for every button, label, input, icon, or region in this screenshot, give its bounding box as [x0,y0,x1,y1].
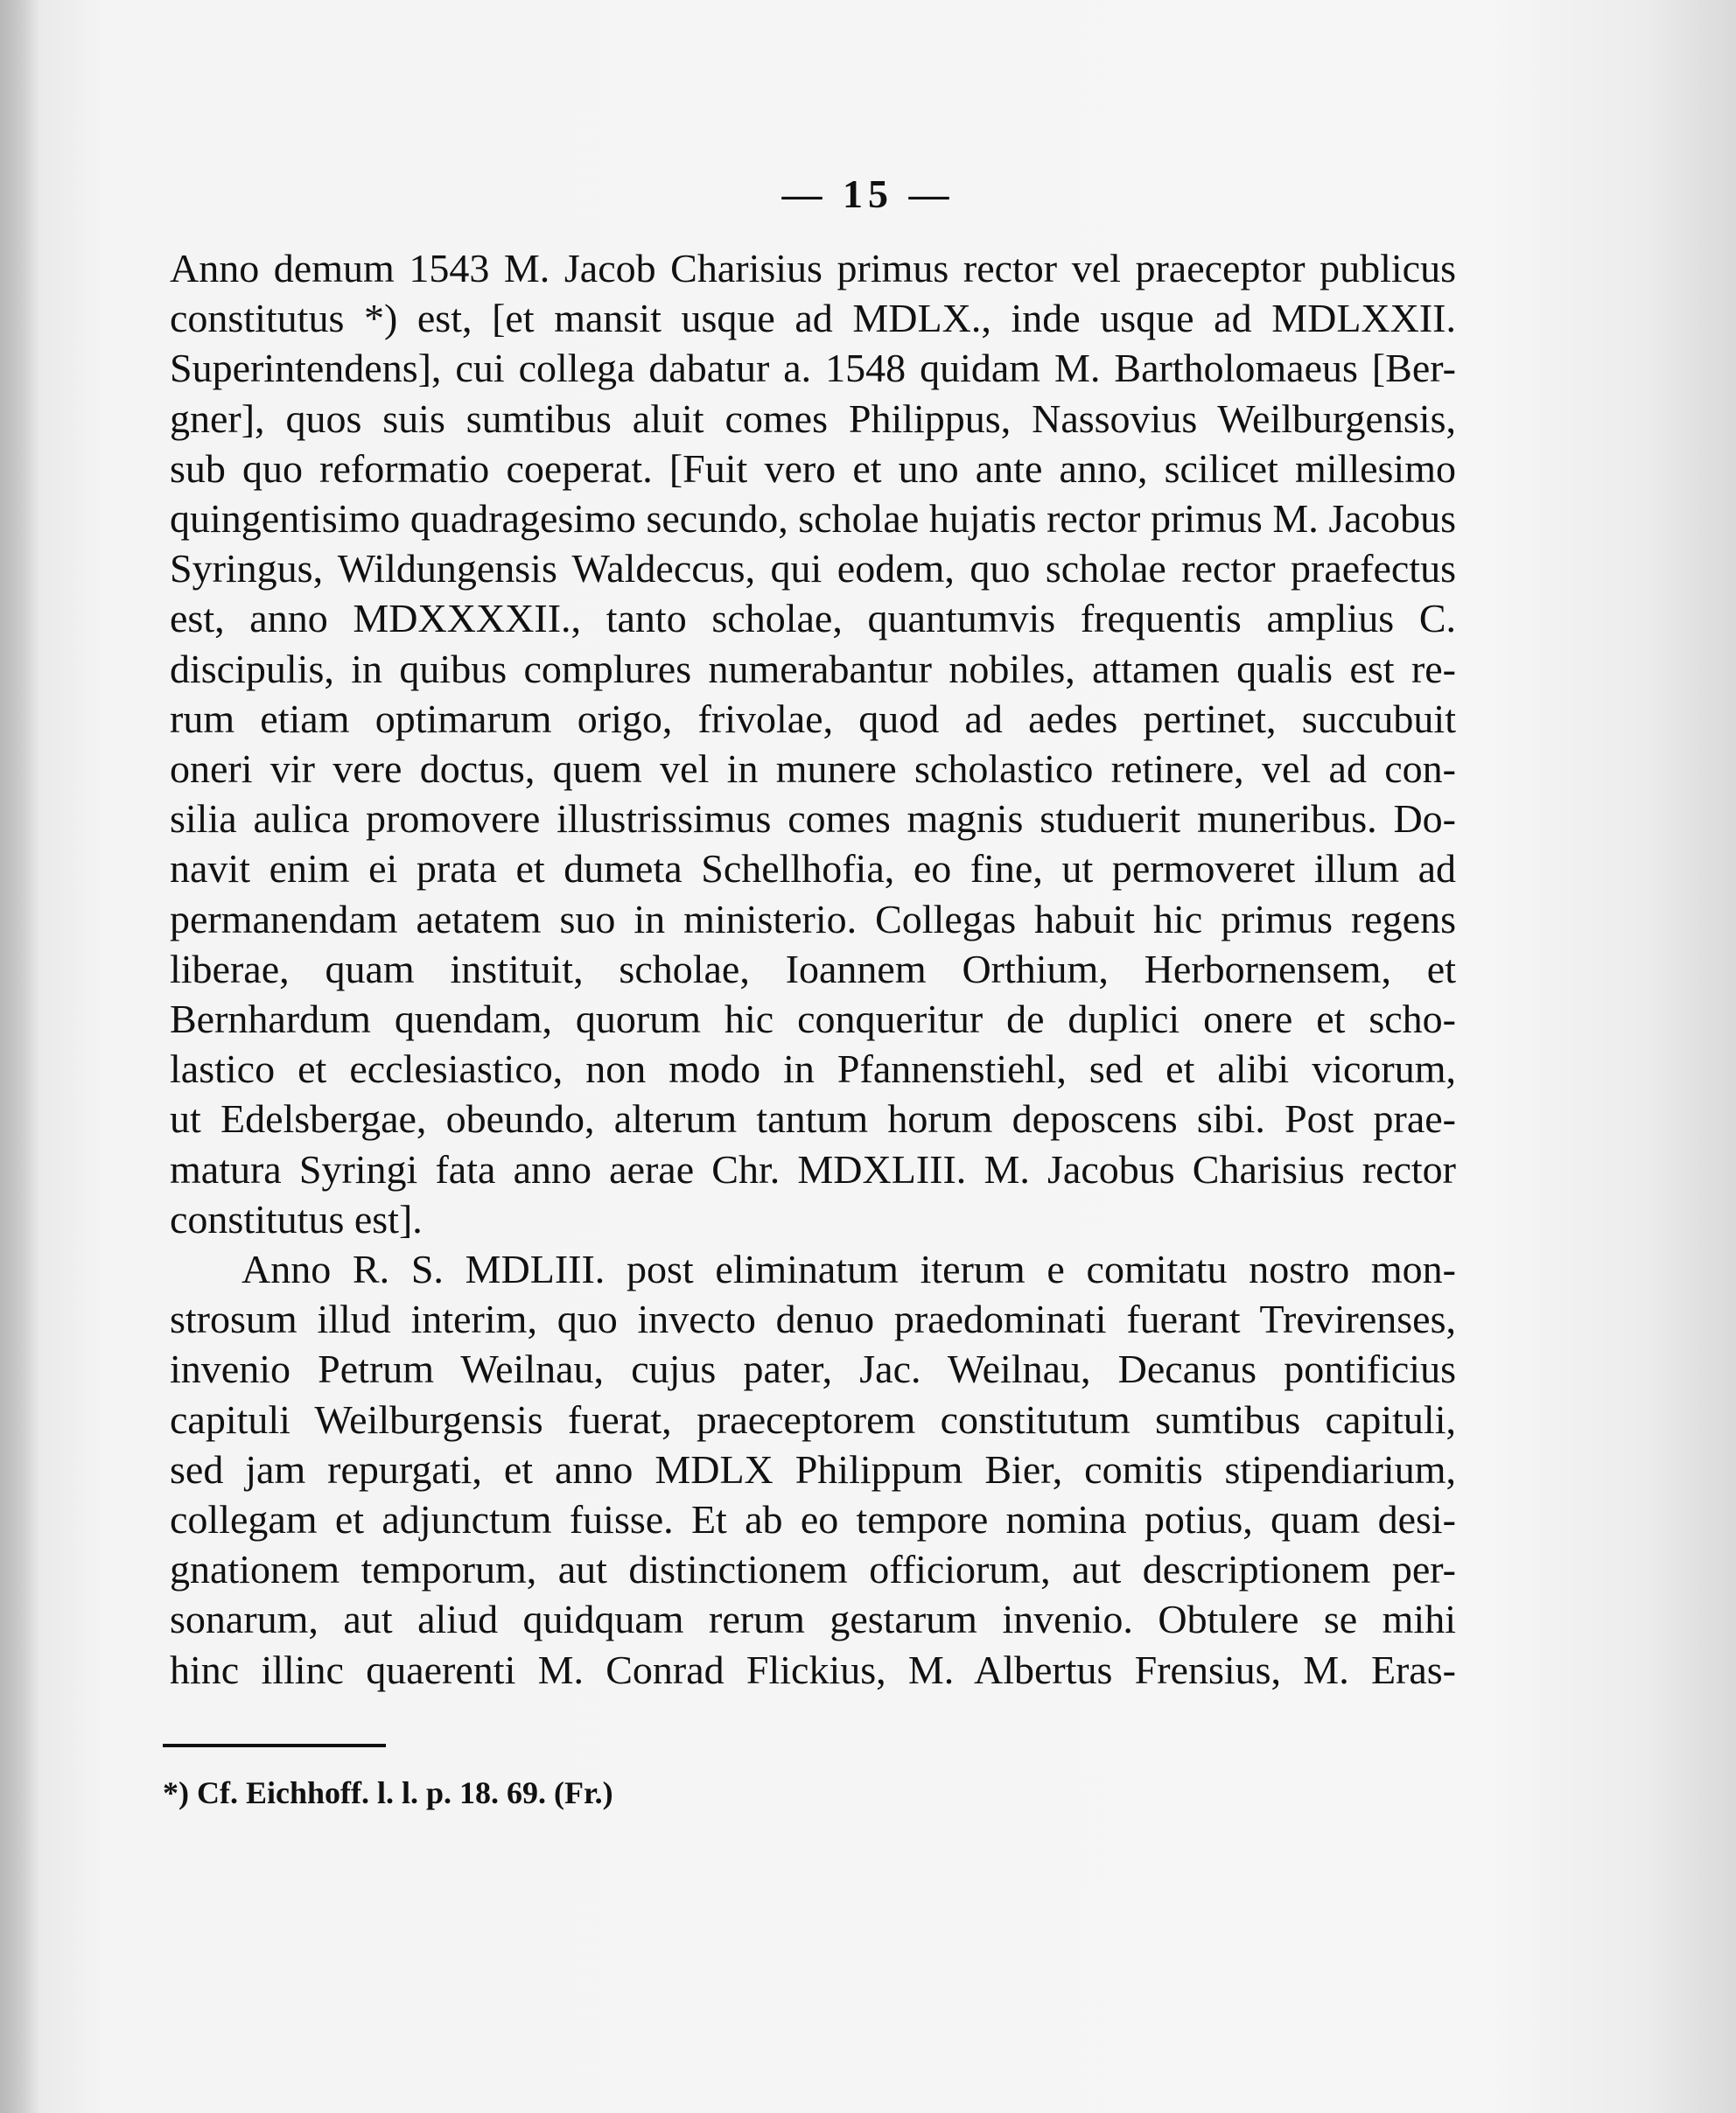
text-line: invenio Petrum Weilnau, cujus pater, Jac. Weilnau, Decanus pontificius [170,1347,1456,1392]
text-line: capituli Weilburgensis fuerat, praeceptorem constitutum sumtibus capituli, [170,1396,1456,1442]
footnote: *) Cf. Eichhoff. l. l. p. 18. 69. (Fr.) [163,1775,613,1810]
text-line: permanendam aetatem suo in ministerio. Collegas habuit hic primus regens [170,896,1456,941]
text-line: rum etiam optimarum origo, frivolae, quod ad aedes pertinet, succubuit [170,696,1456,741]
text-line: sub quo reformatio coeperat. [Fuit vero et uno ante anno, scilicet millesimo [170,445,1456,491]
footnote-divider [163,1744,386,1747]
text-line: sonarum, aut aliud quidquam rerum gestarum invenio. Obtulere se mihi [170,1597,1456,1642]
text-line: lastico et ecclesiastico, non modo in Pfannenstiehl, sed et alibi vicorum, [170,1046,1456,1092]
text-line: gnationem temporum, aut distinctionem officiorum, aut descriptionem per- [170,1547,1456,1592]
text-line: strosum illud interim, quo invecto denuo praedominati fuerant Trevirenses, [170,1297,1456,1342]
text-line: constitutus *) est, [et mansit usque ad MDLX., inde usque ad MDLXXII. [170,296,1456,341]
text-line: oneri vir vere doctus, quem vel in munere scholastico retinere, vel ad con- [170,746,1456,792]
text-line: matura Syringi fata anno aerae Chr. MDXLIII. M. Jacobus Charisius rector [170,1146,1456,1192]
text-line: Superintendens], cui collega dabatur a. 1548 quidam M. Bartholomaeus [Ber- [170,346,1456,391]
text-line: Anno demum 1543 M. Jacob Charisius primus rector vel praeceptor publicus [170,246,1456,290]
text-line: collegam et adjunctum fuisse. Et ab eo tempore nomina potius, quam desi- [170,1497,1456,1543]
text-line: est, anno MDXXXXII., tanto scholae, quantumvis frequentis amplius C. [170,596,1456,641]
text-line: constitutus est]. [170,1196,423,1242]
text-line: quingentisimo quadragesimo secundo, scholae hujatis rector primus M. Jacobus [170,496,1456,542]
text-line: Bernhardum quendam, quorum hic conqueritur de duplici onere et scho- [170,997,1456,1042]
text-line: sed jam repurgati, et anno MDLX Philippum Bier, comitis stipendiarium, [170,1446,1456,1492]
body-text [170,243,1456,1695]
text-line: liberae, quam instituit, scholae, Ioannem Orthium, Herbornensem, et [170,946,1456,991]
text-line: silia aulica promovere illustrissimus comes magnis studuerit muneribus. Do- [170,796,1456,842]
text-line: Anno R. S. MDLIII. post eliminatum iterum e comitatu nostro mon- [242,1247,1456,1292]
text-line: gner], quos suis sumtibus aluit comes Philippus, Nassovius Weilburgensis, [170,395,1456,441]
text-line: navit enim ei prata et dumeta Schellhofia, eo fine, ut permoveret illum ad [170,846,1456,892]
text-line: hinc illinc quaerenti M. Conrad Flickius, M. Albertus Frensius, M. Eras- [170,1647,1456,1692]
page-number: — 15 — [781,171,955,216]
text-line: ut Edelsbergae, obeundo, alterum tantum horum deposcens sibi. Post prae- [170,1096,1456,1142]
text-line: discipulis, in quibus complures numerabantur nobiles, attamen qualis est re- [170,646,1456,691]
text-line: Syringus, Wildungensis Waldeccus, qui eodem, quo scholae rector praefectus [170,546,1456,591]
